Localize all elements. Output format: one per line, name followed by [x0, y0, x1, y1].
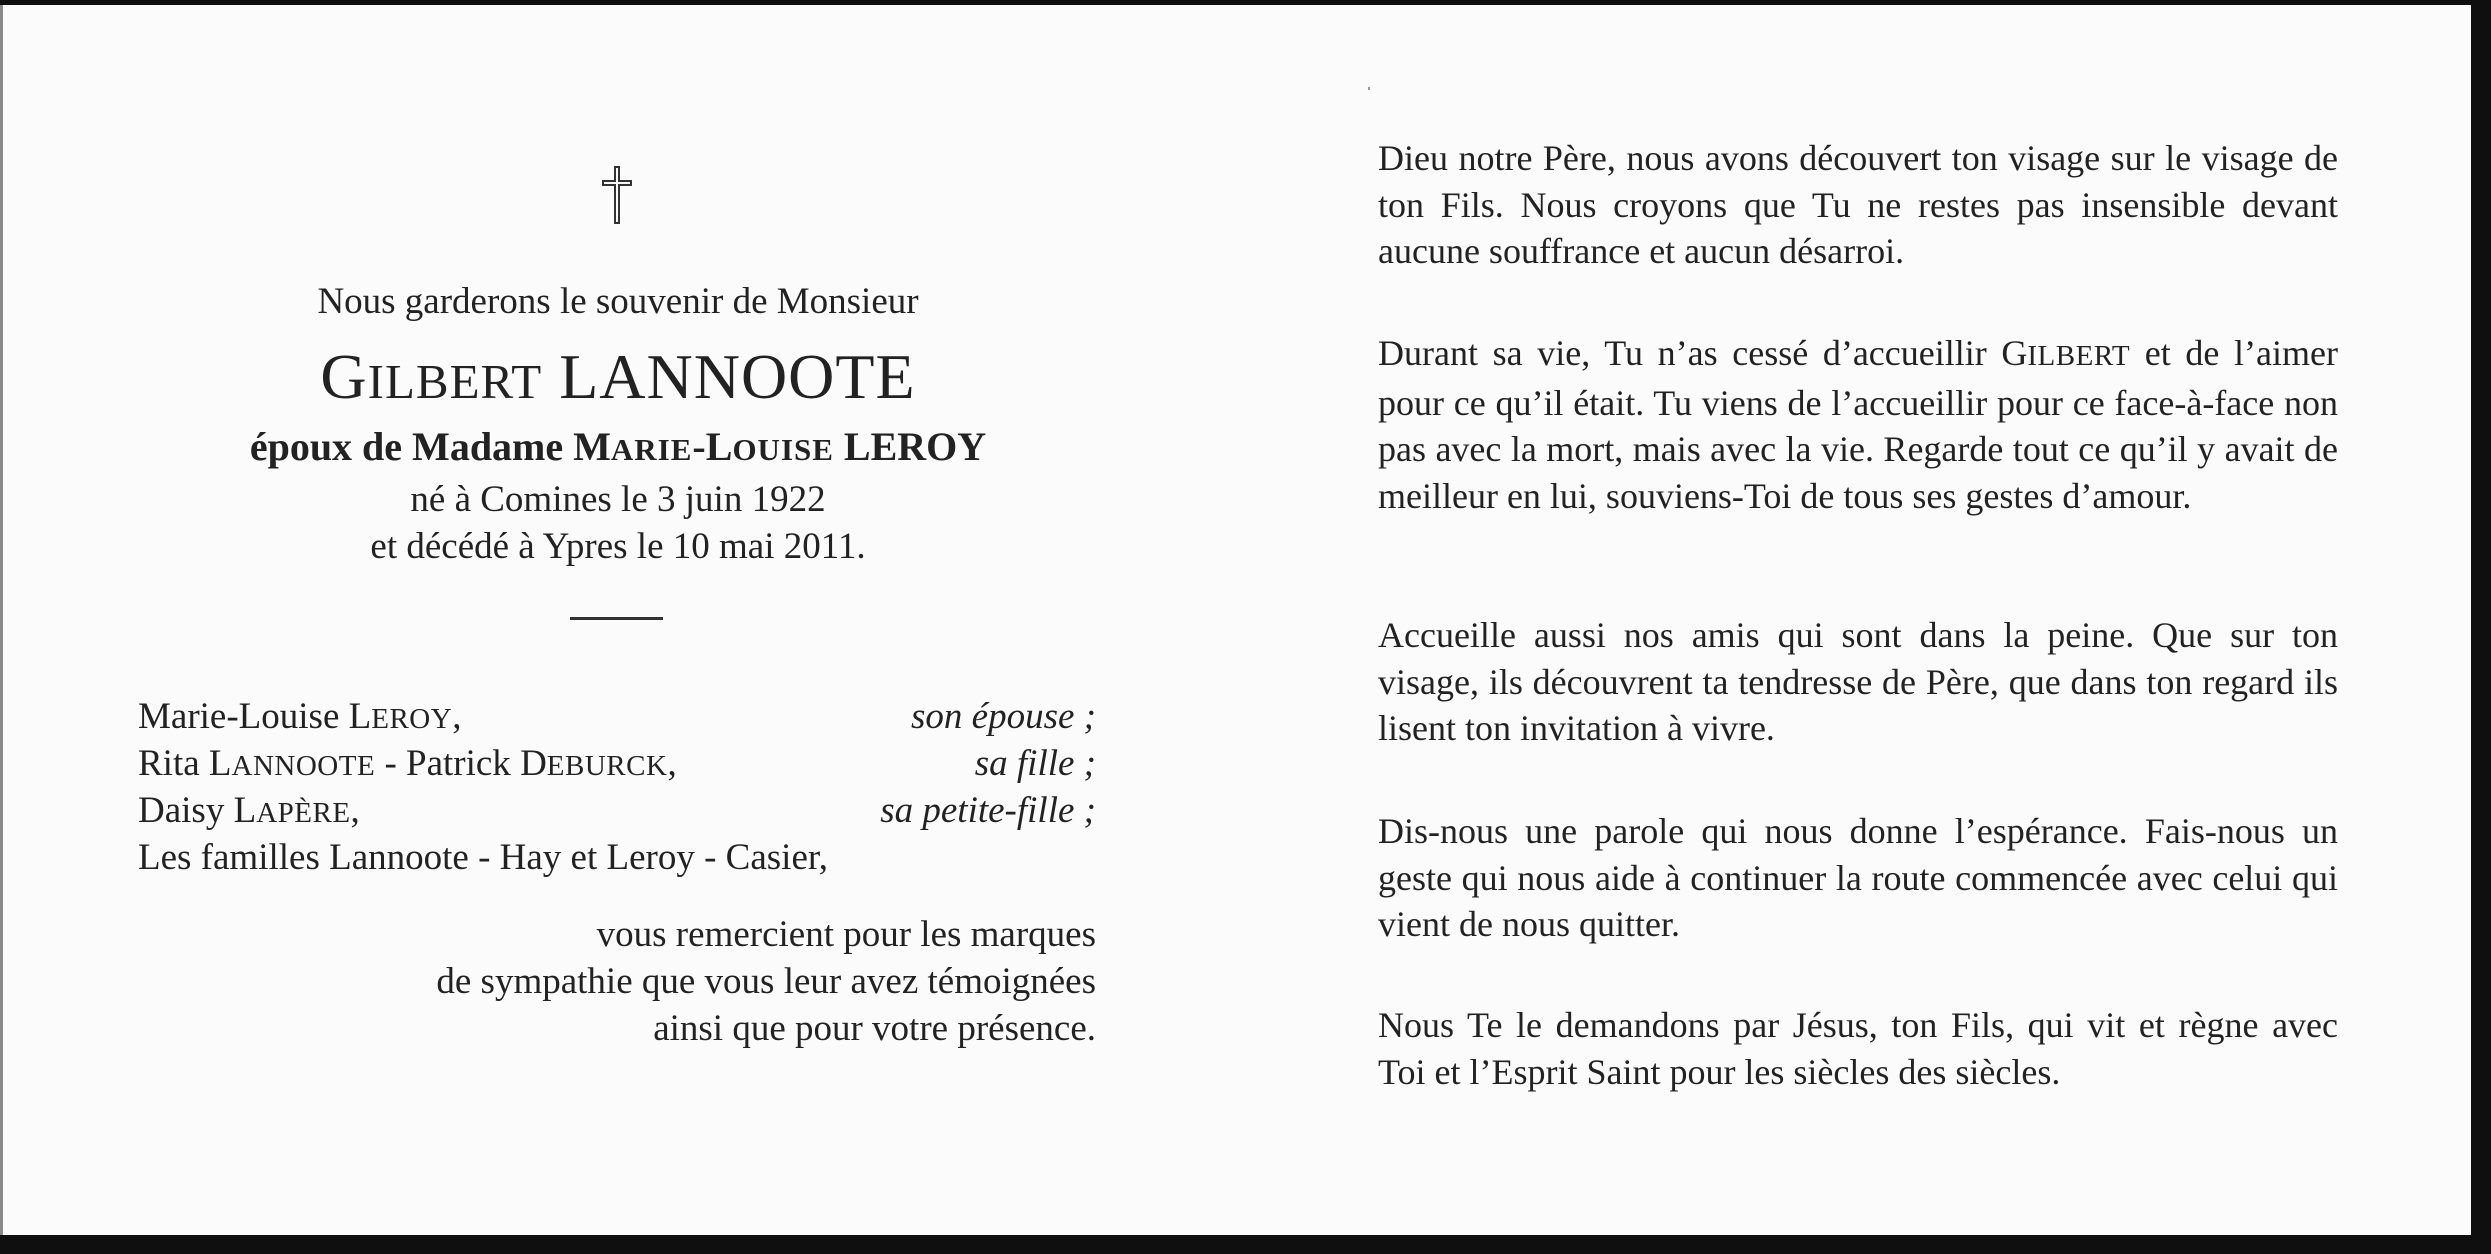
- spouse-line: époux de Madame MARIE-LOUISE LEROY: [249, 424, 987, 469]
- prayer-paragraph-1: Dieu notre Père, nous avons découvert ton visage sur le visage de ton Fils. Nous croyons que Tu ne restes pas insensible devant aucune souffrance et aucun désarroi.: [1378, 138, 2338, 271]
- divider: [570, 617, 663, 620]
- death-line: et décédé à Ypres le 10 mai 2011.: [370, 526, 866, 567]
- left-panel: [3, 5, 1248, 1235]
- family-row: Les familles Lannoote - Hay et Leroy - Casier,: [138, 837, 828, 878]
- relation-label: sa fille ;: [974, 743, 1096, 784]
- birth-line: né à Comines le 3 juin 1922: [410, 479, 826, 520]
- prayer-paragraph-5: Nous Te le demandons par Jésus, ton Fils, qui vit et règne avec Toi et l’Esprit Saint pour les siècles des siècles.: [1378, 1005, 2338, 1092]
- family-row: Daisy LAPÈRE, sa petite-fille ;: [138, 790, 1096, 831]
- prayer-paragraph-3: Accueille aussi nos amis qui sont dans la peine. Que sur ton visage, ils découvrent ta tendresse de Père, que dans ton regard ils lisent ton invitation à vivre.: [1378, 615, 2338, 748]
- relation-label: son épouse ;: [911, 696, 1096, 737]
- relation-label: sa petite-fille ;: [880, 790, 1096, 831]
- thanks-text: vous remercient pour les marques de sympathie que vous leur avez témoignées ainsi que pour votre présence.: [436, 914, 1096, 1049]
- memorial-card: [0, 5, 2471, 1235]
- cross-icon: [597, 165, 637, 225]
- prayer-paragraph-4: Dis-nous une parole qui nous donne l’espérance. Fais-nous un geste qui nous aide à continuer la route commencée avec celui qui vient de nous quitter.: [1378, 811, 2338, 944]
- prayer-paragraph-2: Durant sa vie, Tu n’as cessé d’accueillir GILBERT et de l’aimer pour ce qu’il était. Tu viens de l’accueillir pour ce face-à-face non pas avec la mort, mais avec la vie. Regarde tout ce qu’il y avait de meilleur en lui, souviens-Toi de tous ses gestes d’amour.: [1378, 333, 2338, 516]
- family-row: Rita LANNOOTE - Patrick DEBURCK, sa fille ;: [138, 743, 1096, 784]
- speck: [1368, 87, 1370, 90]
- right-panel: [1378, 5, 2338, 1235]
- deceased-name: GILBERT LANNOOTE: [320, 341, 916, 412]
- intro-text: Nous garderons le souvenir de Monsieur: [317, 281, 919, 322]
- family-row: Marie-Louise LEROY, son épouse ;: [138, 696, 1096, 737]
